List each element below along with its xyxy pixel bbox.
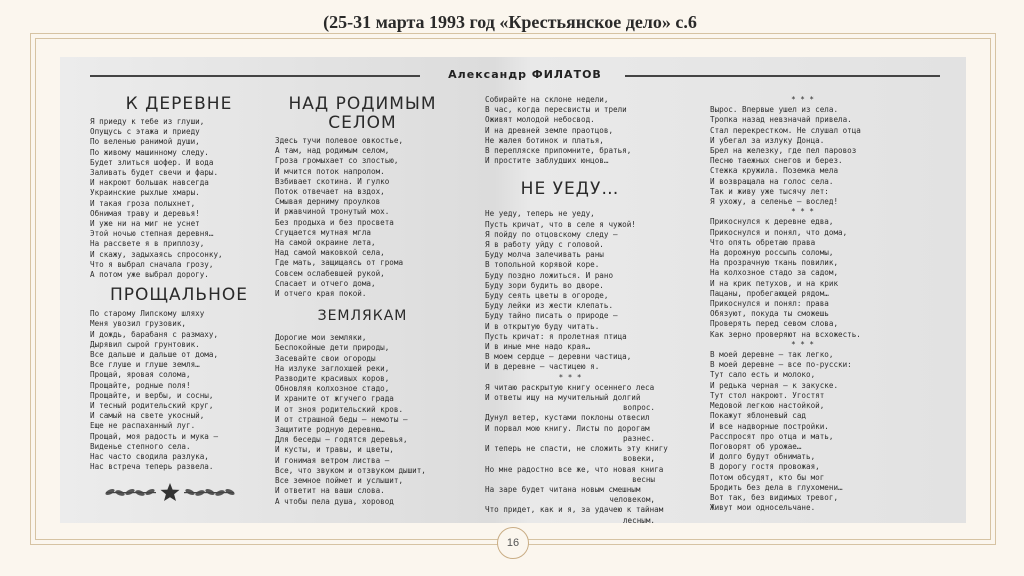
poem-line: И самый на свете укосный, xyxy=(90,411,205,421)
poem-line: На самой окраине лета, xyxy=(275,238,376,248)
poem-line: Потом обсудят, кто бы мог xyxy=(710,472,825,482)
poem-line: Песню таежных снегов и берез. xyxy=(710,156,843,166)
poem-line: В моей деревне — все по-русски: xyxy=(710,360,852,370)
poem-line: Тропка назад невзначай привела. xyxy=(710,115,852,125)
poem-line: Собирайте на склоне недели, xyxy=(485,95,609,104)
poem-line: Обязуют, покуда ты сможешь xyxy=(710,309,829,319)
author-name: Александр ФИЛАТОВ xyxy=(448,68,602,81)
poem-line: Опущусь с этажа и приеду xyxy=(90,127,200,137)
poem-line: И порвал мою книгу. Листы по дорогам xyxy=(485,423,650,433)
poem-line: И уже ни на миг не уснет xyxy=(90,219,200,229)
poem-line: И все надворные постройки. xyxy=(710,421,829,431)
poem-line: И отчего края покой. xyxy=(275,289,367,299)
section-stars: * * * xyxy=(558,372,582,382)
poem-line: Обнимая траву и деревья! xyxy=(90,208,200,218)
poem-line: И дождь, барабаня с размаху, xyxy=(90,329,219,339)
slide-title: (25-31 марта 1993 год «Крестьянское дело» с.6 xyxy=(323,12,697,32)
poem-line: И скажу, задыхаясь спросонку, xyxy=(90,249,223,259)
poem-line: разнес. xyxy=(622,433,655,443)
poem-line: Не уеду, теперь не уеду, xyxy=(485,209,595,219)
poem-line: весны xyxy=(632,474,655,484)
poem-line: Все дальше и дальше от дома, xyxy=(90,350,219,360)
column-2 xyxy=(275,95,450,507)
poem-line: вовеки, xyxy=(622,454,655,464)
poem-title-k-derevne: К ДЕРЕВНЕ xyxy=(125,94,233,114)
poem-line: Все земное поймет и услышит, xyxy=(275,476,404,486)
poem-line: Оживят молодой небосвод. xyxy=(485,115,595,125)
poem-line: А там, над родимым селом, xyxy=(275,146,390,156)
poem-line: На дорожную россыпь соломы, xyxy=(710,248,834,258)
poem-line: Гроза громыхает со злостью, xyxy=(275,156,399,166)
poem-line: И мчится поток напролом. xyxy=(275,166,385,176)
poem-line: Защитите родную деревню… xyxy=(275,425,385,435)
poem-line: А потом уже выбрал дорогу. xyxy=(90,270,209,280)
poem-line: Вот так, без видимых тревог, xyxy=(710,492,839,502)
section-stars: * * * xyxy=(791,339,814,349)
poem-line: И ответы ищу на мучительный долгий xyxy=(485,393,641,403)
poem-k-derevne xyxy=(90,117,268,280)
poem-line: Что я выбрал сначала грозу, xyxy=(90,259,214,269)
poem-line: Как зерно проверяют на всхожесть. xyxy=(710,329,861,339)
poem-line: На заре будет читана новым смешным xyxy=(485,484,641,494)
poem-vyros xyxy=(710,105,895,207)
poem-line: Поток отвечает на вздох, xyxy=(275,187,385,197)
poem-line: Еще не распаханный луг. xyxy=(90,421,196,431)
poem-line: Брел на железку, где пел паровоз xyxy=(710,146,857,156)
star-laurel-ornament xyxy=(100,481,240,503)
poem-title-nad-rodimym-selom: НАД РОДИМЫМ СЕЛОМ xyxy=(288,94,437,133)
poem-line: Я читаю раскрытую книгу осеннего леса xyxy=(485,382,655,392)
poem-line: Буду тайно писать о природе — xyxy=(485,311,618,321)
poem-line: И гонимая ветром листва — xyxy=(275,455,390,465)
poem-line: Нас встреча теперь развела. xyxy=(90,462,214,472)
poem-line: Виденье степного села. xyxy=(90,441,191,451)
laurel-right-icon xyxy=(184,488,236,497)
poem-line: Сгущается мутная мгла xyxy=(275,227,372,237)
poem-line: Тут стол накроют. Угостят xyxy=(710,390,825,400)
byline-rule-right xyxy=(625,75,940,77)
column-3 xyxy=(485,95,668,526)
poem-line: Дунул ветер, кустами поклоны отвесил xyxy=(485,413,650,423)
column-4 xyxy=(710,95,895,513)
poem-line: В моем сердце — деревни частица, xyxy=(485,352,632,362)
poem-line: В дорогу гостя провожая, xyxy=(710,462,820,472)
poem-line: По веленью ранимой души, xyxy=(90,137,200,147)
poem-line: Смывая дерниму проулков xyxy=(275,197,381,207)
poem-line: И тесный родительский круг, xyxy=(90,401,214,411)
poem-line: Что придет, как и я, за удачею к тайнам xyxy=(485,505,664,515)
poem-line: Разводите красивых коров, xyxy=(275,374,390,384)
poem-line: Покажут яблоневый сад xyxy=(710,411,807,421)
page-number-badge: 16 xyxy=(497,527,529,559)
poem-prikosnulsya xyxy=(710,217,895,339)
poem-line: По живому машинному следу. xyxy=(90,147,209,157)
poem-line: И от страшной беды — немоты — xyxy=(275,414,408,424)
poem-line: Я приеду к тебе из глуши, xyxy=(90,117,205,126)
poem-line: Буду лейки из жести клепать. xyxy=(485,301,614,311)
poem-line: Прикоснулся и понял, что дома, xyxy=(710,227,848,237)
poem-line: Где мать, защищаясь от грома xyxy=(275,258,404,268)
poem-line: Украинские рыхлые хмары. xyxy=(90,188,200,198)
poem-line: Стежка кружила. Поземка мела xyxy=(710,166,839,176)
poem-line: Проверять перед севом слова, xyxy=(710,319,839,329)
poem-line: Спасает и отчего дома, xyxy=(275,278,376,288)
poem-line: И в иные мне надо края… xyxy=(485,342,591,352)
poem-line: Все, что звуком и отзвуком дышит, xyxy=(275,465,426,475)
poem-line: Бродить без дела в глухомени… xyxy=(710,482,843,492)
poem-line: Обновляя колхозное стадо, xyxy=(275,384,390,394)
poem-line: И простите заблудших юнцов… xyxy=(485,156,609,166)
poem-line: И на крик петухов, и на крик xyxy=(710,278,839,288)
poem-line: вопрос. xyxy=(622,403,655,413)
poem-line: Но мне радостно все же, что новая книга xyxy=(485,464,664,474)
poem-line: И теперь не спасти, не сложить эту книгу xyxy=(485,444,668,454)
poem-line: И редька черная — к закуске. xyxy=(710,380,839,390)
poem-line: лесным. xyxy=(622,515,655,525)
poem-line: Прощай, моя радость и мука — xyxy=(90,431,219,441)
poem-ne-uedu xyxy=(485,209,655,372)
poem-line: Буду молча залечивать раны xyxy=(485,250,604,260)
poem-line: И на древней земле праотцов, xyxy=(485,125,614,135)
poem-line: Заливать будет свечи и фары. xyxy=(90,168,219,178)
poem-proshchalnoe xyxy=(90,309,268,472)
poem-line: Буду сеять цветы в огороде, xyxy=(485,291,609,301)
poem-line: Не жалея ботинок и платья, xyxy=(485,135,604,145)
poem-title-zemlyakam: ЗЕМЛЯКАМ xyxy=(317,308,408,325)
poem-line: Буду зори будить во дворе. xyxy=(485,280,604,290)
poem-line: Пацаны, пробегающей рядом… xyxy=(710,288,829,298)
poem-line: Тут сало есть и молоко, xyxy=(710,370,816,380)
poem-line: Вырос. Впервые ушел из села. xyxy=(710,105,839,115)
poem-line: Дырявил сырой грунтовик. xyxy=(90,339,200,349)
poem-line: Без продыха и без просвета xyxy=(275,217,394,227)
star-icon xyxy=(161,483,180,501)
poem-line: Живут мои односельчане. xyxy=(710,503,816,513)
poem-line: Прикоснулся и понял: права xyxy=(710,299,829,309)
poem-line: Совсем ослабевшей рукой, xyxy=(275,268,385,278)
poem-line: Пусть кричат: я пролетная птица xyxy=(485,331,627,341)
poem-line: Прикоснулся к деревне едва, xyxy=(710,217,834,227)
poem-line: Буду поздно ложиться. И рано xyxy=(485,270,614,280)
poem-line: На рассвете я в приплозу, xyxy=(90,239,205,249)
poem-line: По старому Липскому шляху xyxy=(90,309,205,319)
poem-line: Медовой легкою настойкой, xyxy=(710,401,825,411)
column-1 xyxy=(90,95,268,473)
poem-line: Этой ночью степная деревня… xyxy=(90,229,214,239)
poem-line: И кусты, и травы, и цветы, xyxy=(275,445,394,455)
poem-line: И долго будут обнимать, xyxy=(710,452,816,462)
poem-line: Для беседы — годятся деревья, xyxy=(275,435,408,445)
poem-line: И от зноя родительский кров. xyxy=(275,404,404,414)
poem-line: Все глуше и глуше земля… xyxy=(90,360,200,370)
poem-line: Взбивает скотина. И гулко xyxy=(275,176,390,186)
byline xyxy=(90,68,940,82)
newspaper-clipping xyxy=(60,57,966,523)
poem-line: Я в работу уйду с головой. xyxy=(485,240,604,250)
poem-line: Я пойду по отцовскому следу — xyxy=(485,229,618,239)
poem-line: Прощай, яровая солома, xyxy=(90,370,191,380)
poem-line: Будет злиться шофер. И вода xyxy=(90,157,214,167)
poem-line: И накроют большак навсегда xyxy=(90,178,209,188)
poem-line: Прощайте, и вербы, и сосны, xyxy=(90,390,214,400)
poem-line: Что опять обретаю права xyxy=(710,237,816,247)
poem-zemlyakam-continued xyxy=(485,95,655,166)
poem-line: И возвращала на голос села. xyxy=(710,176,834,186)
poem-line: И в открытую буду читать. xyxy=(485,321,600,331)
poem-line: Дорогие мои земляки, xyxy=(275,333,367,343)
section-stars: * * * xyxy=(791,95,814,104)
poem-line: На колхозное стадо за садом, xyxy=(710,268,839,278)
poem-line: человеком, xyxy=(609,495,655,505)
poem-line: На прозрачную ткань повилик, xyxy=(710,258,839,268)
poem-line: Пусть кричат, что в селе я чужой! xyxy=(485,219,636,229)
poem-nad-rodimym-selom xyxy=(275,136,450,299)
section-stars: * * * xyxy=(791,207,814,217)
poem-line: На излуке заглохшей реки, xyxy=(275,363,390,373)
poem-line: Я ухожу, а селенье — вослед! xyxy=(710,197,839,207)
byline-rule-left xyxy=(90,75,420,77)
poem-line: Прощайте, родные поля! xyxy=(90,380,191,390)
poem-line: И храните от жгучего града xyxy=(275,394,394,404)
poem-line: Поговорят об урожае… xyxy=(710,441,802,451)
poem-line: Здесь тучи полевое овкостье, xyxy=(275,136,404,145)
poem-line: В топольной корявой коре. xyxy=(485,260,600,270)
poem-line: А чтобы пела душа, хоровод xyxy=(275,496,394,506)
poem-line: И такая гроза полыхнет, xyxy=(90,198,196,208)
poem-line: В перепляске припомните, братья, xyxy=(485,146,632,156)
poem-line: Нас часто сводила разлука, xyxy=(90,452,209,462)
poem-line: Расспросят про отца и мать, xyxy=(710,431,834,441)
poem-title-proshchalnoe: ПРОЩАЛЬНОЕ xyxy=(110,285,248,306)
poem-line: Над самой маковкой села, xyxy=(275,248,385,258)
poem-line: И в деревне — частицею я. xyxy=(485,362,600,372)
poem-title-ne-uedu: НЕ УЕДУ… xyxy=(520,179,620,200)
poem-line: В час, когда пересвисты и трели xyxy=(485,105,627,115)
laurel-left-icon xyxy=(104,488,156,497)
poem-line: Меня увозил грузовик, xyxy=(90,319,187,329)
poem-line: И ржавчиной тронутый мох. xyxy=(275,207,390,217)
poem-line: Стал перекрестком. Не слушал отца xyxy=(710,125,861,135)
poem-line: И ответит на ваши слова. xyxy=(275,486,385,496)
poem-line: Так и живу уже тысячу лет: xyxy=(710,186,829,196)
poem-line: И убегал за излуку Донца. xyxy=(710,135,825,145)
poem-kniga-lesa xyxy=(485,382,668,526)
poem-line: В моей деревне — так легко, xyxy=(710,350,834,360)
poem-zemlyakam xyxy=(275,333,450,506)
poem-line: Засевайте свои огороды xyxy=(275,353,376,363)
poem-line: Беспокойные дети природы, xyxy=(275,343,390,353)
poem-v-moey-derevne xyxy=(710,350,895,513)
